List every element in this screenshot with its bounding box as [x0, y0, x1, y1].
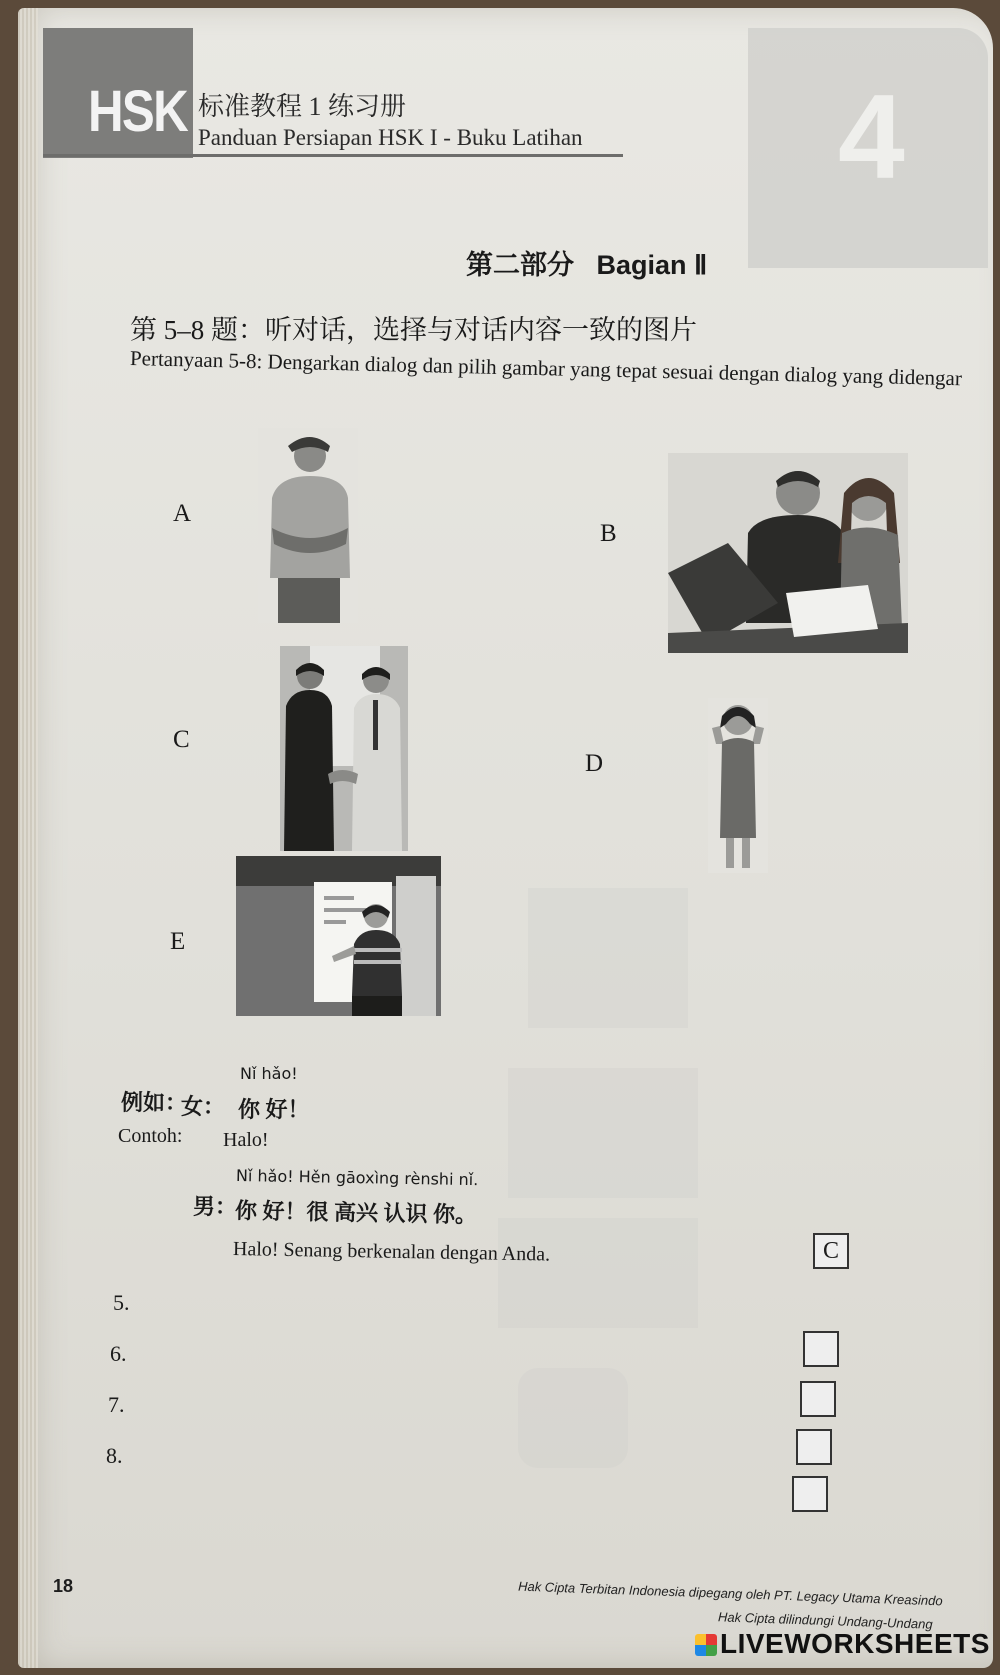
answer-box-6[interactable] [800, 1381, 836, 1417]
example-man-speaker: 男： [193, 1194, 238, 1219]
couple-laptop-photo-svg [668, 453, 908, 653]
section-heading-chinese: 第二部分 [466, 250, 574, 280]
example-man-hanzi: 你 好！很 高兴 认识 你。 [234, 1198, 478, 1228]
example-man-translation: Halo! Senang berkenalan dengan Anda. [232, 1238, 551, 1266]
option-letter-d: D [585, 750, 604, 777]
instruction-chinese: 第 5–8 题：听对话，选择与对话内容一致的图片 [130, 315, 697, 345]
option-letter-c: C [173, 726, 190, 753]
handshake-photo-svg [280, 646, 408, 851]
girl-qipao-photo-svg [708, 698, 768, 873]
liveworksheets-logo-icon [695, 1634, 717, 1656]
section-heading-indonesian: Bagian Ⅱ [596, 250, 708, 280]
bleed-through-shape [528, 888, 688, 1028]
question-number-6: 6. [110, 1341, 127, 1366]
example-woman-translation: Halo! [223, 1129, 269, 1151]
option-letter-b: B [600, 520, 617, 547]
question-number-7: 7. [108, 1392, 125, 1417]
example-man-pinyin: Nǐ hǎo! Hěn gāoxìng rènshi nǐ. [235, 1166, 479, 1190]
man-standing-arms-crossed-photo[interactable] [258, 428, 358, 623]
hsk-logo: HSK [88, 79, 187, 144]
liveworksheets-watermark [695, 1628, 990, 1660]
answer-box-8[interactable] [792, 1476, 828, 1512]
answer-box-5[interactable] [803, 1331, 839, 1367]
example-woman-pinyin: Nǐ hǎo! [240, 1064, 298, 1083]
page-number: 18 [53, 1576, 74, 1596]
example-woman-hanzi: 你 好！ [238, 1097, 310, 1122]
bleed-through-shape [498, 1218, 698, 1328]
man-standing-photo-svg [258, 428, 358, 623]
worksheet-page [18, 8, 993, 1668]
question-number-8: 8. [106, 1443, 123, 1468]
copyright-line-2: Hak Cipta dilindungi Undang-Undang [717, 1609, 933, 1632]
question-number-5: 5. [113, 1290, 130, 1315]
example-label-indonesian: Contoh: [118, 1125, 183, 1147]
whiteboard-photo-svg [236, 856, 441, 1016]
bleed-through-shape [518, 1368, 628, 1468]
option-letter-a: A [173, 500, 192, 527]
book-title-indonesian: Panduan Persiapan HSK I - Buku Latihan [198, 125, 583, 150]
bleed-through-shape [508, 1068, 698, 1198]
example-answer-box: C [813, 1233, 849, 1269]
girl-in-qipao-photo[interactable] [708, 698, 768, 873]
watermark-text: LIVEWORKSHEETS [720, 1628, 990, 1659]
couple-with-laptop-photo[interactable] [668, 453, 908, 653]
woman-at-whiteboard-photo[interactable] [236, 856, 441, 1016]
example-label-chinese: 例如： [121, 1090, 188, 1115]
two-men-handshake-photo[interactable] [280, 646, 408, 851]
header-rule [43, 154, 623, 157]
book-title-chinese: 标准教程 1 练习册 [198, 92, 407, 121]
example-woman-speaker: 女： [181, 1094, 226, 1119]
unit-number: 4 [838, 70, 905, 204]
section-heading [466, 243, 707, 282]
page-edge-stack [18, 8, 38, 1668]
answer-box-7[interactable] [796, 1429, 832, 1465]
instruction-indonesian: Pertanyaan 5-8: Dengarkan dialog dan pilih gambar yang tepat sesuai dengan dialog yang didengar [129, 346, 963, 391]
option-letter-e: E [170, 928, 186, 955]
copyright-line-1: Hak Cipta Terbitan Indonesia dipegang oleh PT. Legacy Utama Kreasindo [517, 1578, 943, 1609]
